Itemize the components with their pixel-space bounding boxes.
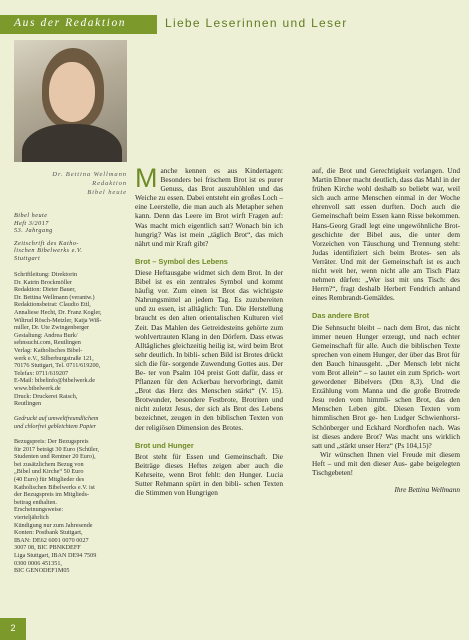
subscription-line: beitrag enthalten. — [14, 498, 57, 506]
signature: Ihre Bettina Wellmann — [394, 485, 460, 495]
impressum-line: Redaktion: Dieter Bauer, — [14, 286, 76, 294]
intro-paragraph — [135, 163, 283, 248]
impressum-line: Verlag: Katholisches Bibel- — [14, 346, 83, 354]
paper-note — [14, 415, 134, 430]
paragraph: Diese Heftausgabe widmet sich dem Brot. In der Bibel ist es ein zentrales Symbol und kommt häufig vor. Zum einen ist Brot das wichtigste Nahrungsmittel an jedem Tag. Es zuzubereiten und zu essen, ist alltäglich: Tun. Die Herstellung braucht es den alten orientalischen Kulturen viel Zeit. Das Mahlen des Getreidesteins gehörte zum wohlvertrauten Klang in den Dörfern. Dass etwas Alltägliches gleichzeitig heilig ist, wird beim Brot sehr deutlich. In bibli- schen Bild ist Brotes drückt sich die für- sorgende Zuwendung Gottes aus. Der Be- ter von Psalm 104 preist Gott dafür, dass er Pflanzen für den Ackerbau hervorbringt, damit „Brot das Herz des Menschen stärkt“ (V. 15). Brotwunder, besondere Festbrote, Brotriten und nicht zuletzt Jesus, der sich als Brot des Lebens bezeichnet, zeugen in den biblischen Texten von der religiösen Dimension des Brotes. — [135, 267, 283, 432]
impressum-line: Redaktionsbeirat: Claudio Ettl, — [14, 301, 91, 309]
photo-caption-magazine: Bibel heute — [87, 189, 127, 196]
subscription-info — [14, 438, 134, 575]
subscription-line: Kündigung nur zum Jahresende — [14, 521, 93, 529]
impressum-line: Schriftleitung: Direktorin — [14, 271, 78, 278]
issue-line: Zeitschrift des Katho- — [14, 239, 79, 247]
subscription-line: Katholischen Bibelwerks e.V. ist — [14, 483, 95, 491]
dropcap: M — [135, 163, 158, 193]
author-photo — [14, 40, 127, 162]
impressum — [14, 271, 134, 408]
impressum-line: Reutlingen — [14, 400, 42, 408]
impressum-line: Wiltrud Rösch-Metzler, Katja Wiß- — [14, 316, 102, 324]
impressum-line: E-Mail: bibelinfo@bibelwerk.de — [14, 377, 95, 385]
article-column-2 — [312, 166, 460, 494]
paragraph: Wir wünschen Ihnen viel Freude mit diesem Heft – und mit den dieser Aus- gabe beigelegten Tischgebeten! — [312, 449, 460, 477]
photo-caption-role: Redaktion — [92, 180, 127, 187]
photo-caption-name: Dr. Bettina Wellmann — [52, 171, 127, 178]
intro-text: anche kennen es aus Kindertagen: Besonders bei frischem Brot ist es purer Genuss, das Brot auszuhöhlen und das Weiche zu essen. Dabei entsteht ein großes Loch – eine Leerstelle, die man auch als Metapher sehen kann. Denn das Leere im Brot wirft Fragen auf: Was macht mich eigentlich satt? Wonach bin ich hungrig? Was ist mein „täglich Brot“, das mich nährt und mir Kraft gibt? — [135, 166, 283, 248]
impressum-line: Annaliese Hecht, Dr. Franz Kogler, — [14, 308, 102, 316]
subheading-brot-symbol: Brot – Symbol des Lebens — [135, 256, 228, 266]
issue-line: 53. Jahrgang — [14, 227, 53, 235]
impressum-line: Gestaltung: Andrea Burk/ — [14, 331, 78, 339]
subscription-line: Studenten und Rentner 20 Euro), — [14, 453, 96, 461]
impressum-line: 70176 Stuttgart, Tel. 0711/619200, — [14, 362, 101, 370]
subscription-line: Konten: Postbank Stuttgart, — [14, 529, 83, 537]
impressum-line: Dr. Bettina Wellmann (verantw.) — [14, 293, 95, 301]
subheading-anderes-brot: Das andere Brot — [312, 311, 370, 321]
article-column-1 — [135, 163, 283, 498]
page-title: Liebe Leserinnen und Leser — [165, 16, 348, 30]
section-title: Aus der Redaktion — [14, 17, 127, 29]
impressum-line: sehnsucht.com, Reutlingen — [14, 339, 81, 347]
subscription-line: 0300 0006 451351, — [14, 559, 62, 567]
subscription-line: Erscheinungsweise: — [14, 506, 64, 514]
paper-note-line: Gedruckt auf umweltfreundlichem — [14, 415, 99, 422]
photo-face — [49, 62, 95, 122]
subscription-line: „Bibel und Kirche“ 50 Euro — [14, 468, 84, 476]
impressum-line: Dr. Katrin Brockmöller — [14, 278, 72, 286]
paragraph: Die Sehnsucht bleibt – nach dem Brot, das nicht immer neuen Hunger erzeugt, und nach echter Gemeinschaft für alle. Auch die biblischen Texte sprechen von einem Hunger, der über das Brot für den Bauch hinausgeht. „Der Mensch lebt nicht vom Brot allein“ – so lautet ein zum Sprich- wort gewordener Bibelvers (Dtn 8,3). Und die Erzählung vom Manna und die große Brotrede Jesu reden vom himmli- schen Brot, das den Menschen Leben gibt. Diesen Texten vom himmlischen Brot ge- hen Ludger Schwienhorst-Schönberger und Eckhard Nordhofen nach. Was ist dieses andere Brot? Was macht uns wirklich satt und „stärkt unser Herz“ (Ps 104,15)? — [312, 322, 460, 450]
subscription-line: IBAN: DE62 6001 0070 0027 — [14, 536, 89, 544]
issue-line: Heft 3/2017 — [14, 219, 49, 227]
page-number: 2 — [0, 618, 26, 640]
impressum-line: Druck: Druckerei Raisch, — [14, 392, 78, 400]
subscription-line: Bezugspreis: Der Bezugspreis — [14, 438, 89, 445]
subscription-line: bei zusätzlichem Bezug von — [14, 460, 84, 468]
impressum-line: werk e.V., Silberburgstraße 121, — [14, 354, 94, 362]
photo-body — [22, 124, 122, 162]
impressum-line: Telefax: 0711/619207 — [14, 369, 69, 377]
subheading-brot-hunger: Brot und Hunger — [135, 440, 194, 450]
subscription-line: 3007 08, BIC PBNKDEFF — [14, 544, 81, 552]
impressum-line: miller, Dr. Ute Zwingenberger — [14, 324, 90, 332]
issue-line: Bibel heute — [14, 212, 48, 219]
impressum-line: www.bibelwerk.de — [14, 384, 61, 392]
paper-note-line: und chlorfrei gebleichtem Papier — [14, 422, 97, 430]
subscription-line: vierteljährlich — [14, 513, 49, 521]
subscription-line: für 2017 beträgt 30 Euro (Schüler, — [14, 445, 99, 453]
subscription-line: Liga Stuttgart, IBAN DE94 7509 — [14, 551, 97, 559]
issue-line: Stuttgart — [14, 254, 41, 262]
paragraph: auf, die Brot und Gerechtigkeit verlangen. Und Martin Ebner macht deutlich, dass das Mahl in der frühen Kirche wohl deshalb so beliebt war, weil sich auch arme Menschen einmal in der Woche ehrenvoll satt essen durften. Doch auch die Gemeinschaft beim Essen kann Risse bekommen. Hans-Georg Gradl legt eine ungewöhnliche Brot- geschichte der Bibel aus, die unter dem Vorzeichen von Täuschung und Trennung steht: Judas identifiziert sich beim Brotes- sen als Verräter. Und mit der Gemeinschaft ist es auch nicht weit her, wenn nicht alle am Tisch Platz nehmen dürfen: „Wer isst mit uns Tisch: des Herrn?“, fragt deshalb Herbert Fendrich anhand eines Rembrandt-Gemäldes. — [312, 166, 460, 303]
subscription-line: der Bezugspreis im Mitglieds- — [14, 491, 90, 499]
subscription-line: BIC GENODEF1M05 — [14, 567, 70, 575]
paragraph: Brot steht für Essen und Gemeinschaft. Die Beiträge dieses Heftes zeigen aber auch die Kehrseite, wenn Brot fehlt: den Hunger. Lucia Sutter Rehmann spürt in den bibli- schen Texten die Stimmen von Hungrigen — [135, 451, 283, 498]
issue-info — [14, 212, 134, 263]
subscription-line: (40 Euro) für Mitglieder des — [14, 475, 85, 483]
issue-line: lischen Bibelwerks e.V. — [14, 247, 83, 255]
